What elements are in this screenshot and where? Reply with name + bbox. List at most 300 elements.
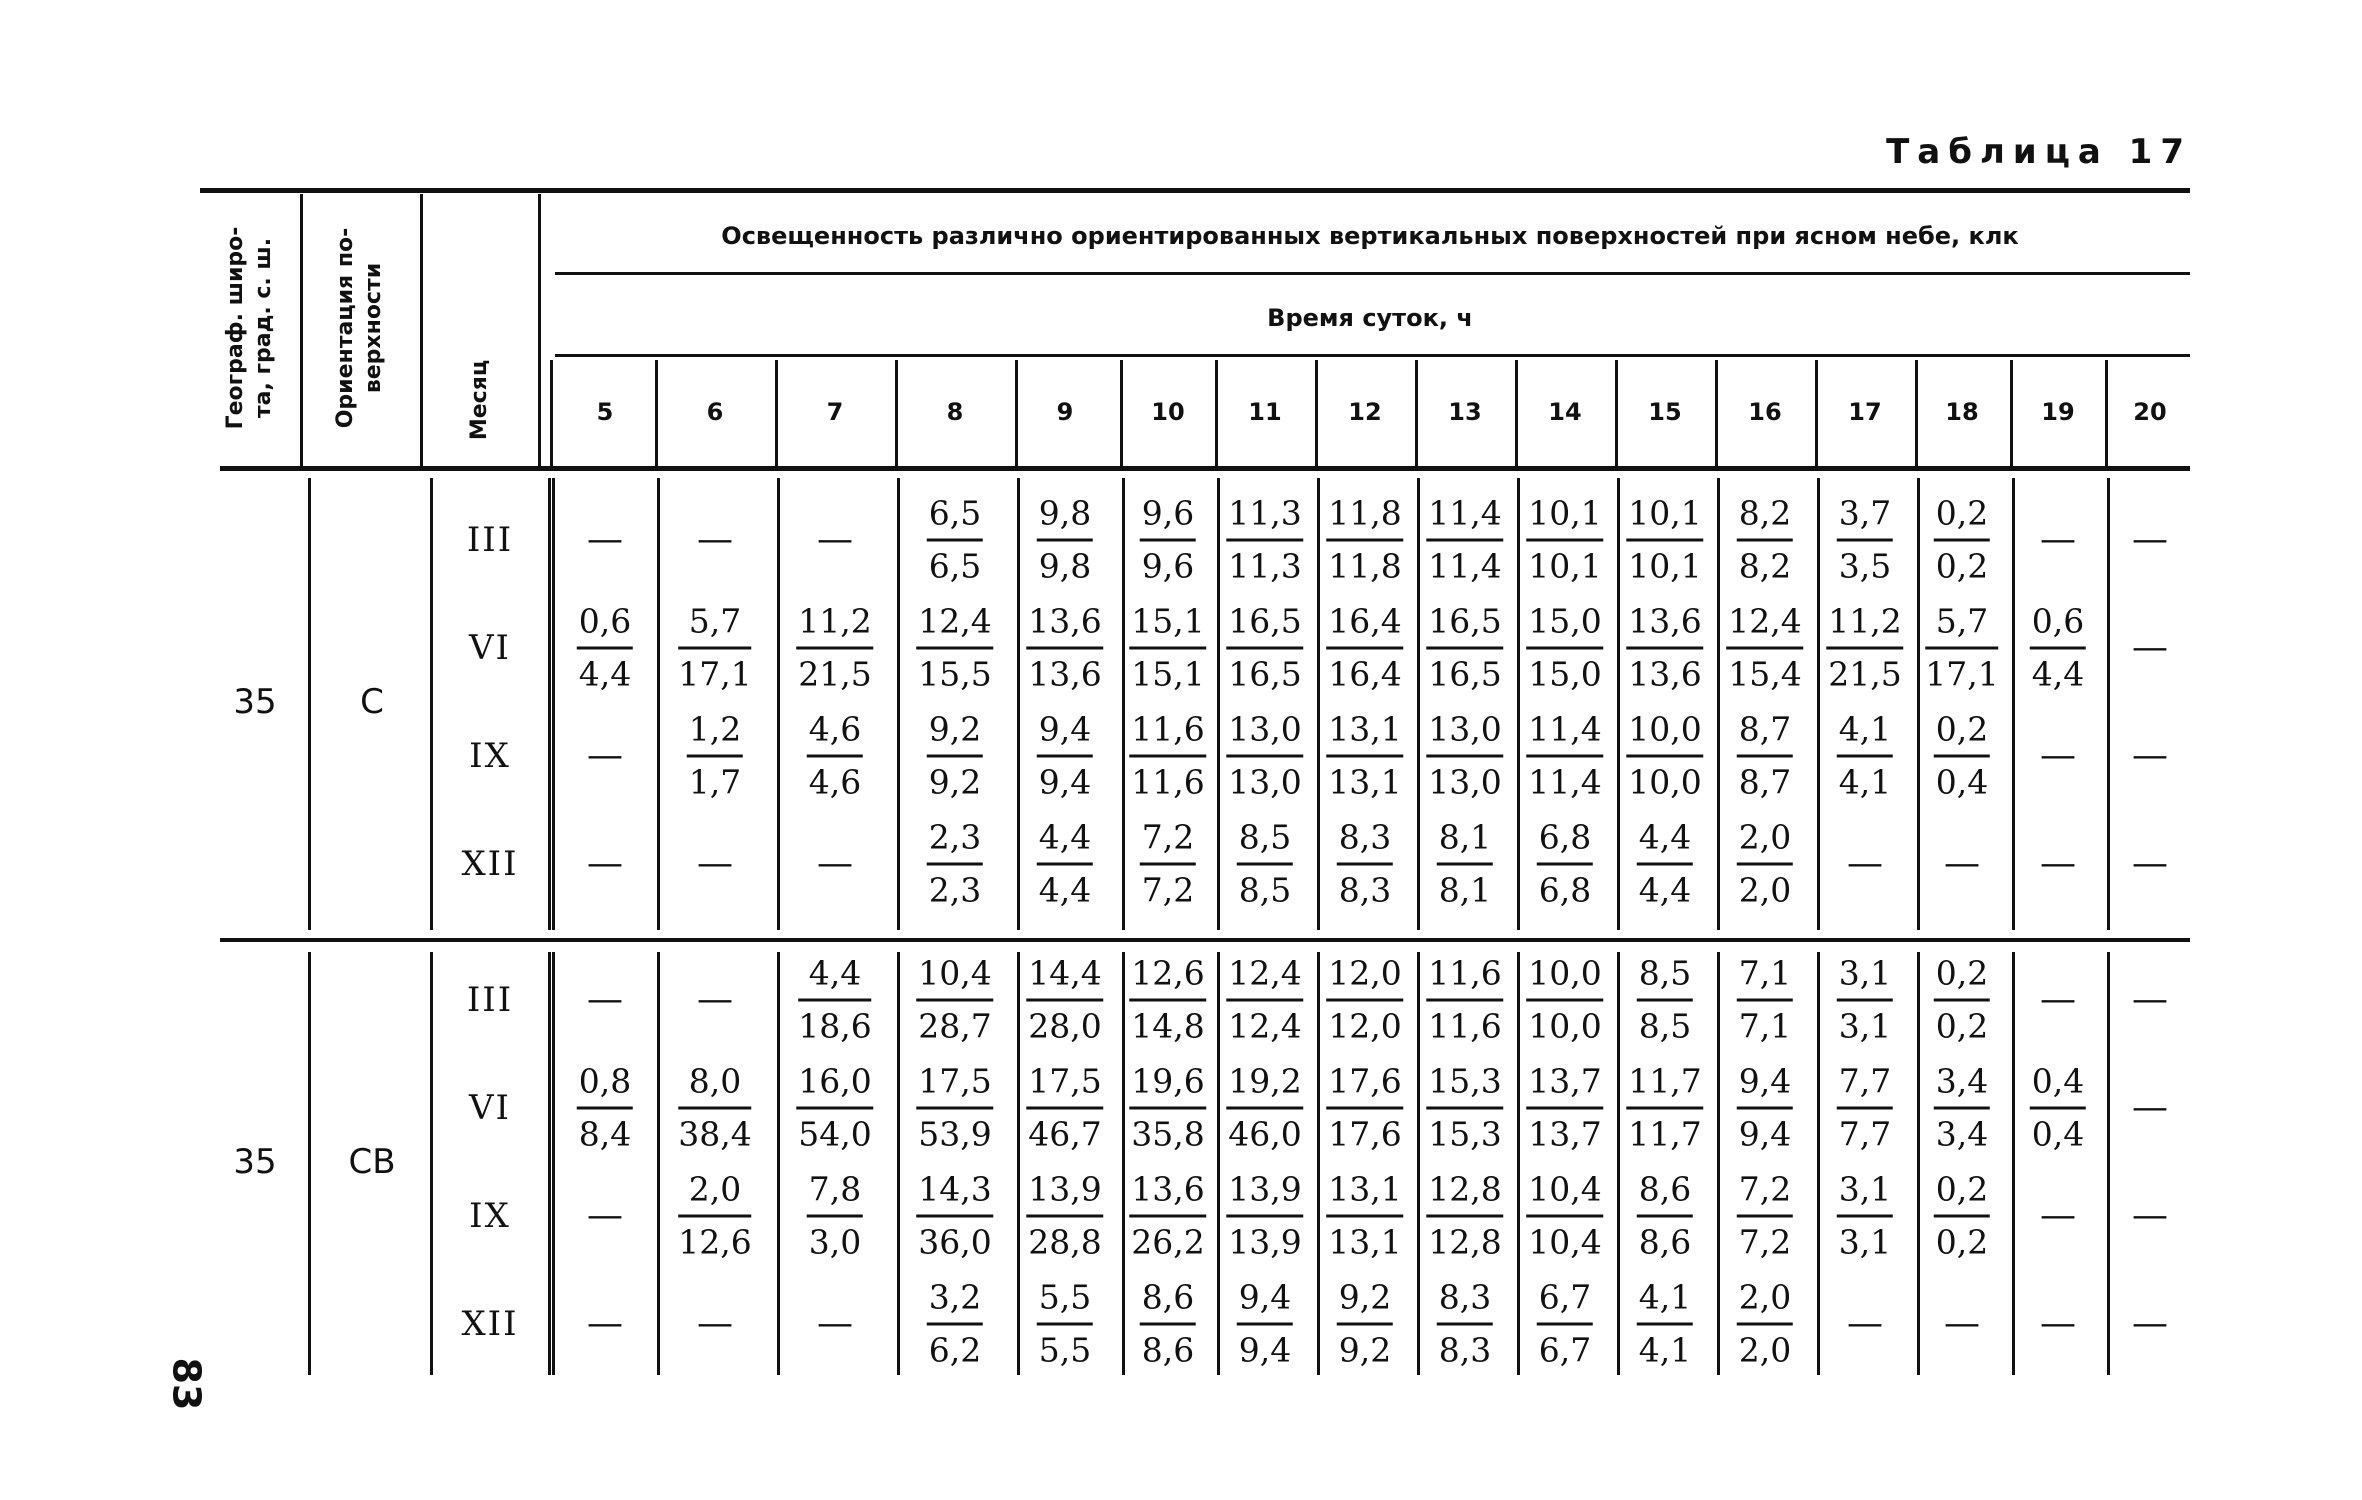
cell-denominator: 3,1 — [1838, 1006, 1892, 1046]
cell-denominator: 15,4 — [1728, 654, 1802, 694]
cell-numerator: 12,4 — [916, 597, 993, 650]
table-cell: — — [587, 1303, 623, 1344]
cell-denominator: 13,7 — [1528, 1114, 1602, 1154]
header-column-divider — [300, 194, 303, 466]
cell-denominator: 17,6 — [1328, 1114, 1402, 1154]
table-cell — [1637, 1165, 1693, 1268]
body-column-divider — [430, 478, 433, 930]
cell-denominator: 18,6 — [798, 1006, 872, 1046]
cell-numerator: 4,1 — [1837, 705, 1893, 758]
hour-column-divider — [1715, 360, 1718, 466]
cell-denominator: 4,4 — [1038, 870, 1092, 910]
cell-denominator: 0,2 — [1935, 1222, 1989, 1262]
body-column-divider — [777, 478, 780, 930]
cell-denominator: 15,3 — [1428, 1114, 1502, 1154]
cell-denominator: 13,0 — [1228, 762, 1302, 802]
body-column-divider — [1217, 478, 1220, 930]
body-column-divider — [1317, 478, 1320, 930]
body-column-divider — [1717, 478, 1720, 930]
table-cell — [927, 489, 983, 592]
body-column-divider — [657, 478, 660, 930]
header-column-divider — [538, 194, 541, 466]
month-label: III — [466, 980, 514, 1020]
table-cell: — — [587, 843, 623, 884]
cell-denominator: 8,6 — [1638, 1222, 1692, 1262]
table-cell: — — [817, 843, 853, 884]
table-cell — [1226, 1165, 1303, 1268]
block-separator-rule — [220, 938, 2190, 942]
table-cell — [1637, 813, 1693, 916]
month-label: VI — [469, 1088, 511, 1128]
cell-denominator: 4,4 — [2031, 654, 2085, 694]
body-column-divider — [1617, 478, 1620, 930]
cell-denominator: 9,4 — [1738, 1114, 1792, 1154]
cell-denominator: 13,0 — [1428, 762, 1502, 802]
cell-numerator: 9,8 — [1037, 489, 1093, 542]
body-column-divider — [1217, 952, 1220, 1375]
cell-denominator: 3,1 — [1838, 1222, 1892, 1262]
cell-denominator: 8,4 — [578, 1114, 632, 1154]
cell-denominator: 21,5 — [798, 654, 872, 694]
cell-denominator: 35,8 — [1131, 1114, 1205, 1154]
orientation-header — [332, 228, 388, 429]
cell-denominator: 6,7 — [1538, 1330, 1592, 1370]
cell-denominator: 10,4 — [1528, 1222, 1602, 1262]
cell-numerator: 13,0 — [1426, 705, 1503, 758]
table-cell — [1526, 1165, 1603, 1268]
cell-numerator: 9,4 — [1737, 1057, 1793, 1110]
page-number: 83 — [164, 1357, 209, 1411]
body-column-divider — [2107, 952, 2110, 1375]
table-cell: — — [2132, 1087, 2168, 1128]
table-cell — [1326, 949, 1403, 1052]
cell-numerator: 8,6 — [1140, 1273, 1196, 1326]
table-cell — [1626, 597, 1703, 700]
cell-denominator: 28,0 — [1028, 1006, 1102, 1046]
cell-numerator: 8,7 — [1737, 705, 1793, 758]
cell-denominator: 4,1 — [1838, 762, 1892, 802]
hour-label-7: 7 — [826, 398, 844, 426]
table-cell — [1237, 813, 1293, 916]
table-cell: — — [2132, 843, 2168, 884]
table-cell — [1426, 597, 1503, 700]
cell-numerator: 3,1 — [1837, 1165, 1893, 1218]
header-bottom-rule — [220, 466, 2190, 471]
cell-denominator: 2,3 — [928, 870, 982, 910]
cell-numerator: 16,4 — [1326, 597, 1403, 650]
table-cell — [577, 1057, 633, 1160]
table-cell — [807, 1165, 863, 1268]
table-cell — [1737, 1165, 1793, 1268]
table-cell — [1026, 597, 1103, 700]
cell-numerator: 12,0 — [1326, 949, 1403, 1002]
table-cell — [1226, 705, 1303, 808]
table-cell: — — [2132, 519, 2168, 560]
orientation-value: СВ — [348, 1142, 396, 1182]
cell-numerator: 1,2 — [687, 705, 743, 758]
table-cell — [1037, 813, 1093, 916]
cell-denominator: 13,1 — [1328, 762, 1402, 802]
cell-numerator: 19,6 — [1129, 1057, 1206, 1110]
cell-denominator: 8,6 — [1141, 1330, 1195, 1370]
table-cell: — — [817, 519, 853, 560]
header-subrule — [555, 272, 2190, 275]
cell-numerator: 10,0 — [1526, 949, 1603, 1002]
cell-denominator: 10,0 — [1628, 762, 1702, 802]
cell-numerator: 0,2 — [1934, 489, 1990, 542]
table-cell — [1426, 705, 1503, 808]
body-column-divider — [1017, 478, 1020, 930]
table-cell — [1526, 705, 1603, 808]
cell-numerator: 5,7 — [678, 597, 751, 650]
hour-label-9: 9 — [1056, 398, 1074, 426]
body-column-divider — [1517, 952, 1520, 1375]
cell-numerator: 10,1 — [1626, 489, 1703, 542]
table-cell: — — [1944, 843, 1980, 884]
cell-numerator: 13,6 — [1129, 1165, 1206, 1218]
table-cell — [1426, 1057, 1503, 1160]
cell-denominator: 11,4 — [1528, 762, 1602, 802]
cell-numerator: 9,2 — [927, 705, 983, 758]
cell-denominator: 6,8 — [1538, 870, 1592, 910]
latitude-value: 35 — [233, 682, 277, 722]
cell-denominator: 2,0 — [1738, 870, 1792, 910]
orientation-value: С — [360, 682, 384, 722]
table-cell: — — [2040, 519, 2076, 560]
body-column-divider — [897, 478, 900, 930]
hour-label-8: 8 — [946, 398, 964, 426]
cell-denominator: 3,0 — [808, 1222, 862, 1262]
cell-denominator: 13,9 — [1228, 1222, 1302, 1262]
cell-numerator: 0,8 — [577, 1057, 633, 1110]
table-cell — [927, 813, 983, 916]
table-cell — [1226, 597, 1303, 700]
body-column-divider — [1317, 952, 1320, 1375]
hour-column-divider — [1015, 360, 1018, 466]
cell-denominator: 11,6 — [1131, 762, 1205, 802]
cell-denominator: 16,5 — [1428, 654, 1502, 694]
cell-denominator: 10,1 — [1528, 546, 1602, 586]
hour-column-divider — [1815, 360, 1818, 466]
latitude-header-line1: Географ. широ- — [223, 226, 248, 430]
cell-denominator: 11,4 — [1428, 546, 1502, 586]
cell-numerator: 11,6 — [1129, 705, 1206, 758]
cell-denominator: 9,2 — [1338, 1330, 1392, 1370]
cell-numerator: 3,2 — [927, 1273, 983, 1326]
table-cell — [1140, 489, 1196, 592]
latitude-value: 35 — [233, 1142, 277, 1182]
table-cell: — — [1847, 843, 1883, 884]
table-cell — [1826, 597, 1903, 700]
hour-column-divider — [1515, 360, 1518, 466]
table-cell — [1026, 1057, 1103, 1160]
cell-numerator: 11,2 — [796, 597, 873, 650]
table-cell — [1837, 489, 1893, 592]
cell-numerator: 11,3 — [1226, 489, 1303, 542]
table-cell: — — [587, 519, 623, 560]
body-column-divider — [897, 952, 900, 1375]
cell-numerator: 3,7 — [1837, 489, 1893, 542]
hour-label-12: 12 — [1348, 398, 1382, 426]
orientation-header-line1: Ориентация по- — [333, 227, 358, 429]
table-cell — [1837, 949, 1893, 1052]
hour-label-18: 18 — [1945, 398, 1979, 426]
table-cell — [1129, 597, 1206, 700]
table-cell — [1226, 949, 1303, 1052]
cell-numerator: 15,0 — [1526, 597, 1603, 650]
hour-label-5: 5 — [596, 398, 614, 426]
body-column-divider — [1122, 952, 1125, 1375]
hour-label-6: 6 — [706, 398, 724, 426]
table-cell: — — [2132, 735, 2168, 776]
cell-denominator: 8,2 — [1738, 546, 1792, 586]
cell-numerator: 19,2 — [1226, 1057, 1303, 1110]
hour-column-divider — [1215, 360, 1218, 466]
table-cell: — — [697, 979, 733, 1020]
body-column-divider — [548, 478, 551, 930]
body-column-divider — [1917, 478, 1920, 930]
body-column-divider — [1017, 952, 1020, 1375]
cell-denominator: 12,6 — [678, 1222, 752, 1262]
cell-numerator: 16,5 — [1226, 597, 1303, 650]
table-cell — [1326, 705, 1403, 808]
hour-column-divider — [550, 360, 553, 466]
table-cell — [1737, 1273, 1793, 1376]
table-cell — [1129, 705, 1206, 808]
hour-column-divider — [895, 360, 898, 466]
body-column-divider — [777, 952, 780, 1375]
cell-numerator: 2,3 — [927, 813, 983, 866]
month-label: VI — [469, 628, 511, 668]
table-cell — [1326, 1057, 1403, 1160]
table-cell: — — [2132, 627, 2168, 668]
table-cell — [1537, 813, 1593, 916]
table-cell: — — [2040, 1195, 2076, 1236]
cell-numerator: 0,2 — [1934, 949, 1990, 1002]
cell-numerator: 10,1 — [1526, 489, 1603, 542]
cell-denominator: 8,7 — [1738, 762, 1792, 802]
table-cell — [1426, 949, 1503, 1052]
cell-numerator: 13,7 — [1526, 1057, 1603, 1110]
cell-numerator: 7,1 — [1737, 949, 1793, 1002]
cell-denominator: 46,0 — [1228, 1114, 1302, 1154]
cell-numerator: 15,3 — [1426, 1057, 1503, 1110]
cell-numerator: 4,4 — [798, 949, 871, 1002]
cell-denominator: 3,4 — [1935, 1114, 1989, 1154]
cell-numerator: 17,5 — [1026, 1057, 1103, 1110]
cell-numerator: 10,4 — [1526, 1165, 1603, 1218]
cell-denominator: 7,2 — [1141, 870, 1195, 910]
cell-numerator: 9,6 — [1140, 489, 1196, 542]
body-column-divider — [552, 952, 555, 1375]
hour-label-15: 15 — [1648, 398, 1682, 426]
cell-numerator: 0,2 — [1934, 705, 1990, 758]
cell-denominator: 12,0 — [1328, 1006, 1402, 1046]
cell-numerator: 5,5 — [1037, 1273, 1093, 1326]
table-title: Таблица 17 — [1886, 132, 2192, 172]
cell-numerator: 8,3 — [1337, 813, 1393, 866]
latitude-header-line2: та, град. с. ш. — [251, 237, 276, 419]
cell-denominator: 28,7 — [918, 1006, 992, 1046]
cell-numerator: 9,2 — [1337, 1273, 1393, 1326]
cell-numerator: 4,6 — [807, 705, 863, 758]
table-cell — [1326, 597, 1403, 700]
table-cell — [1837, 1165, 1893, 1268]
body-column-divider — [548, 952, 551, 1375]
cell-denominator: 38,4 — [678, 1114, 752, 1154]
cell-numerator: 7,7 — [1837, 1057, 1893, 1110]
body-column-divider — [2107, 478, 2110, 930]
cell-numerator: 6,7 — [1537, 1273, 1593, 1326]
cell-numerator: 17,5 — [916, 1057, 993, 1110]
cell-denominator: 11,8 — [1328, 546, 1402, 586]
cell-denominator: 15,1 — [1131, 654, 1205, 694]
cell-denominator: 7,2 — [1738, 1222, 1792, 1262]
month-label: XII — [461, 1304, 519, 1344]
hour-column-divider — [2105, 360, 2108, 466]
cell-denominator: 0,2 — [1935, 1006, 1989, 1046]
table-cell — [1037, 1273, 1093, 1376]
cell-numerator: 8,5 — [1637, 949, 1693, 1002]
month-label: XII — [461, 844, 519, 884]
cell-denominator: 4,4 — [1638, 870, 1692, 910]
hour-label-17: 17 — [1848, 398, 1882, 426]
cell-denominator: 13,6 — [1028, 654, 1102, 694]
header-column-divider — [420, 194, 423, 466]
month-label: IX — [469, 1196, 511, 1236]
table-cell — [1737, 949, 1793, 1052]
cell-numerator: 11,2 — [1826, 597, 1903, 650]
table-cell — [1737, 705, 1793, 808]
illuminance-header: Освещенность различно ориентированных вертикальных поверхностей при ясном небе, клк — [721, 222, 2019, 250]
body-column-divider — [2012, 478, 2015, 930]
table-cell — [796, 1057, 873, 1160]
table-cell — [1326, 489, 1403, 592]
cell-denominator: 13,1 — [1328, 1222, 1402, 1262]
table-cell — [1129, 1057, 1206, 1160]
table-cell — [1626, 489, 1703, 592]
table-cell — [1737, 489, 1793, 592]
cell-numerator: 12,6 — [1129, 949, 1206, 1002]
cell-denominator: 13,6 — [1628, 654, 1702, 694]
cell-numerator: 9,4 — [1037, 705, 1093, 758]
table-cell — [796, 597, 873, 700]
cell-denominator: 4,6 — [808, 762, 862, 802]
cell-numerator: 7,2 — [1140, 813, 1196, 866]
table-cell — [1337, 1273, 1393, 1376]
cell-numerator: 11,8 — [1326, 489, 1403, 542]
table-cell — [916, 597, 993, 700]
cell-numerator: 12,4 — [1226, 949, 1303, 1002]
cell-denominator: 54,0 — [798, 1114, 872, 1154]
cell-denominator: 7,7 — [1838, 1114, 1892, 1154]
hour-label-10: 10 — [1151, 398, 1185, 426]
cell-numerator: 12,8 — [1426, 1165, 1503, 1218]
table-cell — [798, 949, 871, 1052]
header-subrule — [555, 354, 2190, 357]
cell-denominator: 36,0 — [918, 1222, 992, 1262]
cell-numerator: 17,6 — [1326, 1057, 1403, 1110]
cell-denominator: 17,1 — [1925, 654, 1999, 694]
table-cell: — — [587, 979, 623, 1020]
table-cell — [1129, 949, 1206, 1052]
body-column-divider — [1417, 952, 1420, 1375]
cell-numerator: 10,0 — [1626, 705, 1703, 758]
cell-denominator: 10,0 — [1528, 1006, 1602, 1046]
cell-denominator: 4,1 — [1638, 1330, 1692, 1370]
cell-denominator: 26,2 — [1131, 1222, 1205, 1262]
table-cell — [1737, 1057, 1793, 1160]
table-cell — [678, 1165, 751, 1268]
table-cell — [1526, 1057, 1603, 1160]
body-column-divider — [430, 952, 433, 1375]
cell-numerator: 8,5 — [1237, 813, 1293, 866]
hour-column-divider — [1315, 360, 1318, 466]
cell-denominator: 8,3 — [1338, 870, 1392, 910]
cell-numerator: 15,1 — [1129, 597, 1206, 650]
cell-numerator: 12,4 — [1726, 597, 1803, 650]
hour-column-divider — [1915, 360, 1918, 466]
cell-numerator: 2,0 — [1737, 1273, 1793, 1326]
body-column-divider — [308, 952, 311, 1375]
cell-numerator: 8,1 — [1437, 813, 1493, 866]
hour-label-16: 16 — [1748, 398, 1782, 426]
cell-denominator: 0,4 — [2031, 1114, 2085, 1154]
table-cell: — — [2040, 1303, 2076, 1344]
cell-numerator: 6,8 — [1537, 813, 1593, 866]
cell-numerator: 13,1 — [1326, 705, 1403, 758]
body-column-divider — [1817, 478, 1820, 930]
body-column-divider — [1122, 478, 1125, 930]
hour-label-11: 11 — [1248, 398, 1282, 426]
table-cell — [1626, 1057, 1703, 1160]
cell-denominator: 5,5 — [1038, 1330, 1092, 1370]
cell-denominator: 8,5 — [1638, 1006, 1692, 1046]
hour-label-14: 14 — [1548, 398, 1582, 426]
table-cell — [1526, 489, 1603, 592]
cell-denominator: 0,4 — [1935, 762, 1989, 802]
cell-numerator: 8,6 — [1637, 1165, 1693, 1218]
table-cell — [1626, 705, 1703, 808]
table-cell — [1437, 1273, 1493, 1376]
cell-denominator: 16,4 — [1328, 654, 1402, 694]
cell-denominator: 14,8 — [1131, 1006, 1205, 1046]
body-column-divider — [1917, 952, 1920, 1375]
table-cell — [1925, 597, 1998, 700]
cell-denominator: 53,9 — [918, 1114, 992, 1154]
cell-numerator: 5,7 — [1925, 597, 1998, 650]
month-label: IX — [469, 736, 511, 776]
cell-numerator: 4,4 — [1037, 813, 1093, 866]
cell-numerator: 14,3 — [916, 1165, 993, 1218]
cell-denominator: 10,1 — [1628, 546, 1702, 586]
table-cell — [1337, 813, 1393, 916]
hour-label-20: 20 — [2133, 398, 2167, 426]
hour-column-divider — [2010, 360, 2013, 466]
cell-denominator: 15,5 — [918, 654, 992, 694]
body-column-divider — [1717, 952, 1720, 1375]
cell-denominator: 2,0 — [1738, 1330, 1792, 1370]
table-cell — [1426, 1165, 1503, 1268]
cell-denominator: 46,7 — [1028, 1114, 1102, 1154]
cell-numerator: 11,4 — [1526, 705, 1603, 758]
cell-denominator: 8,1 — [1438, 870, 1492, 910]
cell-numerator: 0,6 — [577, 597, 633, 650]
table-cell — [1726, 597, 1803, 700]
table-cell — [1537, 1273, 1593, 1376]
hour-column-divider — [1615, 360, 1618, 466]
cell-denominator: 8,5 — [1238, 870, 1292, 910]
